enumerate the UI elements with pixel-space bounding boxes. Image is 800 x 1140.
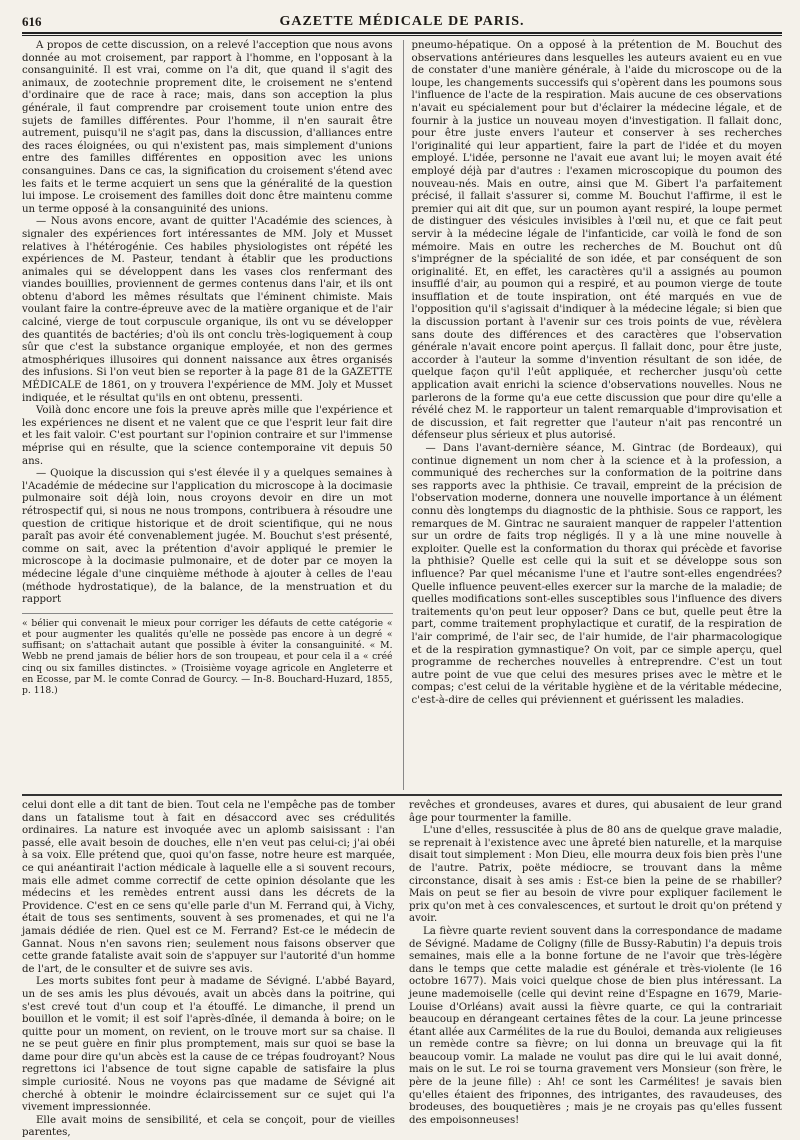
paragraph-croisement: A propos de cette discussion, on a relevé l'acception que nous avons donnée au mot croisement, par rapport à l'homme, en l'opposant à la consanguinité. Il est vrai, comme on l'a dit, que quand il s'agit des animaux, de zootechnie proprement dite, le croisement ne s'entend d'ordinaire que de race à race; mais, dans son acception la plus générale, il faut comprendre par croisement toute union entre des sujets de familles différentes. Pour l'homme, il n'en saurait être autrement, puisqu'il ne s'agit pas, dans la discussion, d'alliances entre des races éloignées, ou qui n'existent pas, mais simplement d'unions entre des familles différentes en opposition avec les unions consanguines. Dans ce cas, la signification du croisement s'étend avec les faits et le terme acquiert un sens que la généralité de la question lui impose. Le croisement des familles doit donc être maintenu comme un terme opposé à la consanguinité des unions. [22, 40, 393, 215]
paragraph-heterogenie: — Nous avons encore, avant de quitter l'Académie des sciences, à signaler des expériences fort intéressantes de MM. Joly et Musset relatives à l'hétérogénie. Ces habiles physiologistes ont répété les expériences de M. Pasteur, tendant à établir que les productions animales qui se développent dans les vases clos renfermant des viandes bouillies, proviennent de germes contenus dans l'air, et ils ont obtenu d'abord les mêmes résultats que l'éminent chimiste. Mais voulant faire la contre-épreuve avec de la matière organique et de l'air calciné, vierge de tout corpuscule organique, ils ont vu se développer des quantités de bactéries; d'où ils ont conclu très-logiquement à coup sûr que c'est la substance organique employée, et non des germes atmosphériques illusoires qui donnent naissance aux êtres organisés des infusions. Si l'on veut bien se reporter à la page 81 de la GAZETTE MÉDICALE de 1861, on y trouvera l'expérience de MM. Joly et Musset indiquée, et le résultat qu'ils en ont obtenu, pressenti. [22, 216, 393, 404]
paragraph-pneumo: pneumo-hépatique. On a opposé à la prétention de M. Bouchut des observations antérieures dans lesquelles les auteurs avaient eu en vue de constater d'une manière générale, à l'aide du microscope ou de la loupe, les changements successifs qui s'opèrent dans les poumons sous l'influence de l'acte de la respiration. Mais aucune de ces observations n'avait eu spécialement pour but d'éclairer la médecine légale, et de fournir à la justice un nouveau moyen d'investigation. Il fallait donc, pour être juste envers l'auteur et conserver à ses recherches l'originalité qui leur appartient, faire la part de l'idée et du moyen employé. L'idée, personne ne l'avait eue avant lui; le moyen avait été employé déjà par d'autres : l'examen microscopique du poumon des nouveau-nés. Mais en outre, ainsi que M. Gibert l'a parfaitement précisé, il fallait s'assurer si, comme M. Bouchut l'affirme, il est le premier qui ait dit que, sur un poumon ayant respiré, la loupe permet de distinguer des vésicules invisibles à l'œil nu, et que ce fait peut servir à la médecine légale de l'infanticide, car voilà le fond de son mémoire. Mais en outre les recherches de M. Bouchut ont dû s'imprégner de la spécialité de son idée, et par conséquent de son originalité. Et, en effet, les caractères qu'il a assignés au poumon insufflé d'air, au poumon qui a respiré, et au poumon vierge de toute insufflation et de toute inspiration, ont été marqués en vue de l'opposition qu'il s'agissait d'indiquer à la médecine légale; si bien que la discussion portant à l'avenir sur ces trois points de vue, révèlera sans doute des différences et des caractères que l'observation générale n'avait encore point aperçus. Il fallait donc, pour être juste, accorder à l'auteur la somme d'invention résultant de son idée, de quelque façon qu'il l'eût appliquée, et rechercher jusqu'où cette application avait enrichi la science d'observations nouvelles. Nous ne parlerons de la forme qu'a eue cette discussion que pour dire qu'elle a révélé chez M. le rapporteur un talent remarquable d'improvisation et de discussion, et fait regretter que l'auteur n'ait pas rencontré un défenseur plus sérieux et plus autorisé. [411, 40, 782, 442]
page-header [22, 0, 782, 30]
footnote-text: « bélier qui convenait le mieux pour corriger les défauts de cette catégorie « et pour augmenter les qualités qu'elle ne possède pas encore à un degré « suffisant; on s'attachait autant que possible à éviter la consanguinité. « M. Webb ne prend jamais de bélier hors de son troupeau, et pour cela il a « créé cinq ou six familles distinctes. » (Troisième voyage agricole en Angleterre et en Ecosse, par M. le comte Conrad de Gourcy. — In-8. Bouchard-Huzard, 1855, p. 118.) [22, 617, 393, 696]
paragraph-fatalisme: celui dont elle a dit tant de bien. Tout cela ne l'empêche pas de tomber dans un fatalisme tout à fait en désaccord avec ses crédulités ordinaires. La nature est invoquée avec un aplomb saisissant : l'an passé, elle avait besoin de douches, elle n'en veut pas celui-ci; j'ai obéi à sa voix. Elle prétend que, quoi qu'on fasse, notre heure est marquée, ce qui anéantirait l'action médicale à laquelle elle a si souvent recours, mais elle admet comme correctif de cette opinion désolante que les médecins et les remèdes entrent aussi dans les décrets de la Providence. C'est en ce sens qu'elle parle d'un M. Ferrand qui, à Vichy, était de tous ses sentiments, souvent à ses promenades, et qui ne l'a jamais dédiée de rien. Quel est ce M. Ferrand? Est-ce le médecin de Gannat. Nous n'en savons rien; seulement nous faisons observer que cette grande fataliste avait soin de s'appuyer sur l'autorité d'un homme de l'art, de le consulter et de suivre ses avis. [22, 800, 395, 975]
running-title: GAZETTE MÉDICALE DE PARIS. [279, 14, 525, 29]
paragraph-morts-subites: Les morts subites font peur à madame de Sévigné. L'abbé Bayard, un de ses amis les plus dévoués, avait un abcès dans la poitrine, qui s'est crevé tout d'un coup et l'a étouffé. Le dimanche, il prend un bouillon et le vomit; il est soif l'après-dînée, il demanda à boire; on le quitte pour un moment, on revient, on le trouve mort sur sa chaise. Il ne se peut guère en finir plus promptement, mais sur quoi se base la dame pour dire qu'un abcès est la cause de ce trépas foudroyant? Nous regrettons ici l'absence de tout signe capable de satisfaire la plus simple curiosité. Nous ne voyons pas que madame de Sévigné ait cherché à obtenir le moindre éclaircissement sur ce sujet qui l'a vivement impressionnée. [22, 976, 395, 1114]
feuilleton-right-column [409, 800, 782, 1126]
section-rule [22, 794, 782, 796]
feuilleton-left-column [22, 800, 395, 1139]
paragraph-fievre-quarte: La fièvre quarte revient souvent dans la correspondance de madame de Sévigné. Madame de Coligny (fille de Bussy-Rabutin) l'a depuis trois semaines, mais elle a la bonne fortune de ne l'avoir que très-légère dans le temps que cette maladie est générale et très-violente (le 16 octobre 1677). Mais voici quelque chose de bien plus intéressant. La jeune mademoiselle (celle qui devint reine d'Espagne en 1679, Marie-Louise d'Orléans) avait aussi la fièvre quarte, ce qui la contrariait beaucoup en dérangeant certaines fêtes de la cour. La jeune princesse étant allée aux Carmélites de la rue du Bouloi, demanda aux religieuses un remède contre sa fièvre; on lui donna un breuvage qui la fit beaucoup vomir. La malade ne voulut pas dire qui le lui avait donné, mais on le sut. Le roi se tourna gravement vers Monsieur (son frère, le père de la jeune fille) : Ah! ce sont les Carmélites! je savais bien qu'elles étaient des friponnes, des intrigantes, des ravaudeuses, des brodeuses, des bouquetières ; mais je ne croyais pas qu'elles fussent des empoisonneuses! [409, 925, 782, 1126]
paragraph-sensibilite: Elle avait moins de sensibilité, et cela se conçoit, pour de vieilles parentes, [22, 1114, 395, 1139]
left-column [22, 40, 393, 790]
header-rule [22, 32, 782, 36]
paragraph-gintrac: — Dans l'avant-dernière séance, M. Gintrac (de Bordeaux), qui continue dignement un nom cher à la science et à la profession, a communiqué des recherches sur la conformation de la poitrine dans ses rapports avec la phthisie. Ce travail, empreint de la précision de l'observation moderne, donnera une nouvelle importance à un élément connu dès longtemps du diagnostic de la phthisie. Sous ce rapport, les remarques de M. Gintrac ne sauraient manquer de rappeler l'attention sur un ordre de faits trop négligés. Il y a là une mine nouvelle à exploiter. Quelle est la conformation du thorax qui précède et favorise la phthisie? Quelle est celle qui la suit et se développe sous son influence? Par quel mécanisme l'une et l'autre sont-elles engendrées? Quelle influence peuvent-elles exercer sur la marche de la maladie; de quelles modifications sont-elles susceptibles sous l'influence des divers traitements qu'on peut leur opposer? Dans ce but, quelle peut être la part, comme traitement prophylactique et curatif, de la respiration de l'air comprimé, de l'air sec, de l'air humide, de l'air pharmacologique et de la respiration gymnastique? On voit, par ce simple aperçu, quel programme de recherches nouvelles à entreprendre. C'est un tout autre point de vue que celui des mesures prises avec le mètre et le compas; c'est celui de la véritable hygiène et de la véritable médecine, c'est-à-dire de celles qui préviennent et guérissent les maladies. [411, 443, 782, 706]
paragraph-docimasie: — Quoique la discussion qui s'est élevée il y a quelques semaines à l'Académie de médecine sur l'application du microscope à la docimasie pulmonaire soit déjà loin, nous croyons devoir en dire un mot rétrospectif qui, si nous ne nous trompons, contribuera à résoudre une question de critique historique et de droit scientifique, qui ne nous paraît pas avoir été convenablement jugée. M. Bouchut s'est présenté, comme on sait, avec la prétention d'avoir appliqué le premier le microscope à la docimasie pulmonaire, et de doter par ce moyen la médecine légale d'une cinquième méthode à ajouter à celles de l'eau (méthode hydrostatique), de la balance, de la menstruation et du rapport [22, 468, 393, 606]
right-column [403, 40, 783, 790]
paragraph-convalescence: L'une d'elles, ressuscitée à plus de 80 ans de quelque grave maladie, se reprenait à l'existence avec une âpreté bien naturelle, et la marquise disait tout simplement : Mon Dieu, elle mourra deux fois bien près l'une de l'autre. Patrix, poëte médiocre, se trouvant dans la même circonstance, disait à ses amis : Est-ce bien la peine de se rhabiller? Mais on peut se fier au besoin de vivre pour expliquer facilement le prix qu'on met à ces convalescences, et surtout le droit qu'on prétend y avoir. [409, 825, 782, 925]
upper-columns [22, 40, 782, 790]
paragraph-experience: Voilà donc encore une fois la preuve après mille que l'expérience et les expériences ne disent et ne valent que ce que l'esprit leur fait dire et les fait valoir. C'est pourtant sur l'opinion contraire et sur l'immense méprise qui en résulte, que la science contemporaine vit depuis 50 ans. [22, 405, 393, 467]
page-number: 616 [22, 14, 42, 29]
feuilleton-columns [22, 800, 782, 1139]
paragraph-parentes: revêches et grondeuses, avares et dures, qui abusaient de leur grand âge pour tourmenter la famille. [409, 800, 782, 824]
footnote [22, 613, 393, 696]
